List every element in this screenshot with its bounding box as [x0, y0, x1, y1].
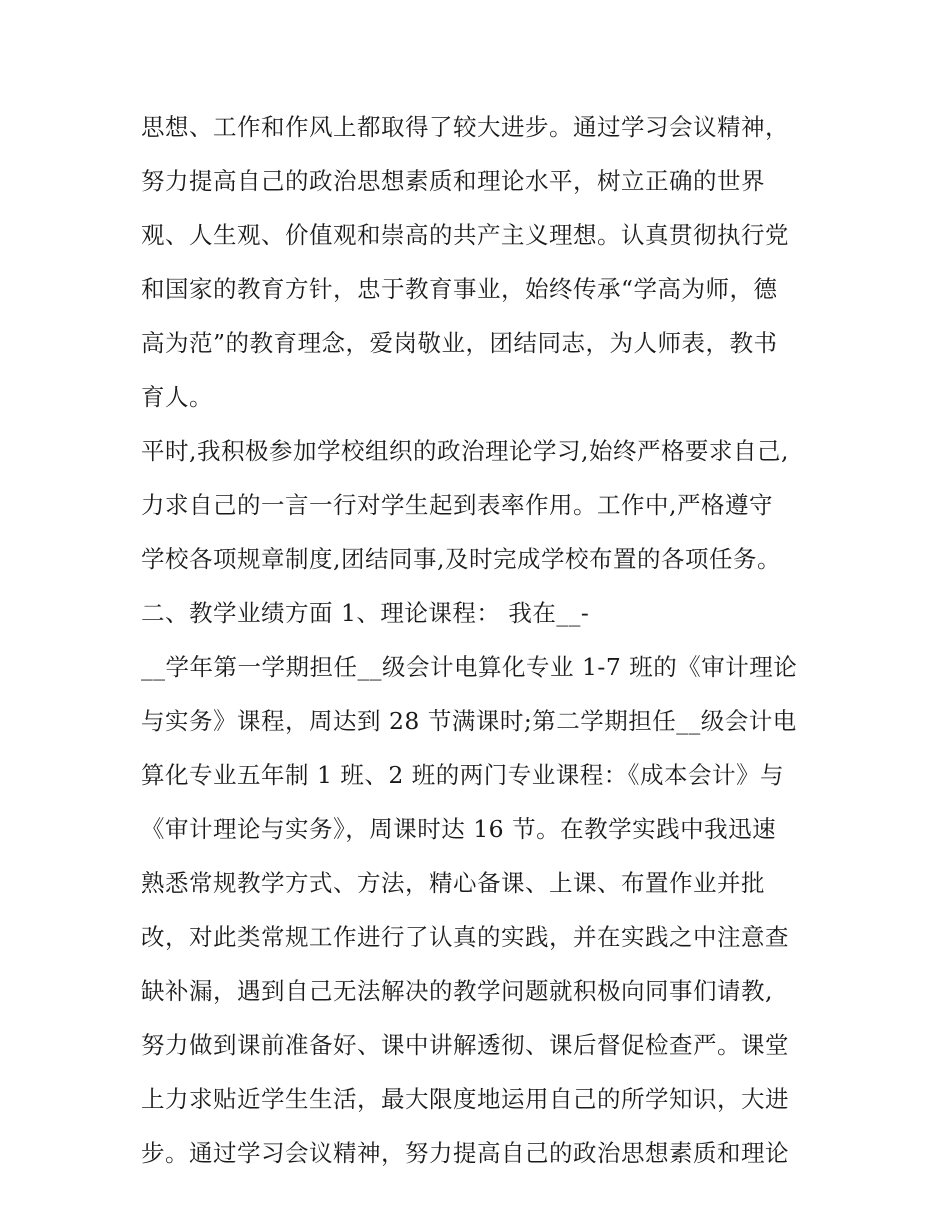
body-text [141, 100, 821, 1180]
section-heading-line: 二、教学业绩方面 1、理论课程： 我在__- [141, 599, 590, 627]
text-line: 努力做到课前准备好、课中讲解透彻、课后督促检查严。课堂 [141, 1031, 789, 1059]
text-line: 育人。 [141, 383, 213, 411]
text-line: 《审计理论与实务》，周课时达 16 节。在教学实践中我迅速 [141, 815, 777, 843]
text-line: 改，对此类常规工作进行了认真的实践，并在实践之中注意查 [141, 923, 789, 951]
text-line: __学年第一学期担任__级会计电算化专业 1-7 班的《审计理论 [141, 653, 798, 681]
text-line: 与实务》课程，周达到 28 节满课时;第二学期担任__级会计电 [141, 707, 797, 735]
text-line: 观、人生观、价值观和崇高的共产主义理想。认真贯彻执行党 [141, 221, 789, 249]
text-line: 缺补漏，遇到自己无法解决的教学问题就积极向同事们请教, [141, 977, 773, 1005]
text-line: 力求自己的一言一行对学生起到表率作用。工作中,严格遵守 [141, 491, 773, 519]
text-line: 和国家的教育方针，忠于教育事业，始终传承“学高为师，德 [141, 275, 778, 303]
text-line: 上力求贴近学生生活，最大限度地运用自己的所学知识，大进 [141, 1085, 789, 1113]
text-line: 思想、工作和作风上都取得了较大进步。通过学习会议精神， [141, 113, 789, 141]
text-line: 算化专业五年制 1 班、2 班的两门专业课程：《成本会计》与 [141, 761, 785, 789]
text-line: 熟悉常规教学方式、方法，精心备课、上课、布置作业并批 [141, 869, 765, 897]
text-line: 平时,我积极参加学校组织的政治理论学习,始终严格要求自己, [141, 437, 789, 465]
text-line: 步。通过学习会议精神，努力提高自己的政治思想素质和理论 [141, 1139, 789, 1167]
text-line: 高为范”的教育理念，爱岗敬业，团结同志，为人师表，教书 [141, 329, 778, 357]
text-line: 努力提高自己的政治思想素质和理论水平，树立正确的世界 [141, 167, 765, 195]
text-line: 学校各项规章制度,团结同事,及时完成学校布置的各项任务。 [141, 545, 781, 573]
